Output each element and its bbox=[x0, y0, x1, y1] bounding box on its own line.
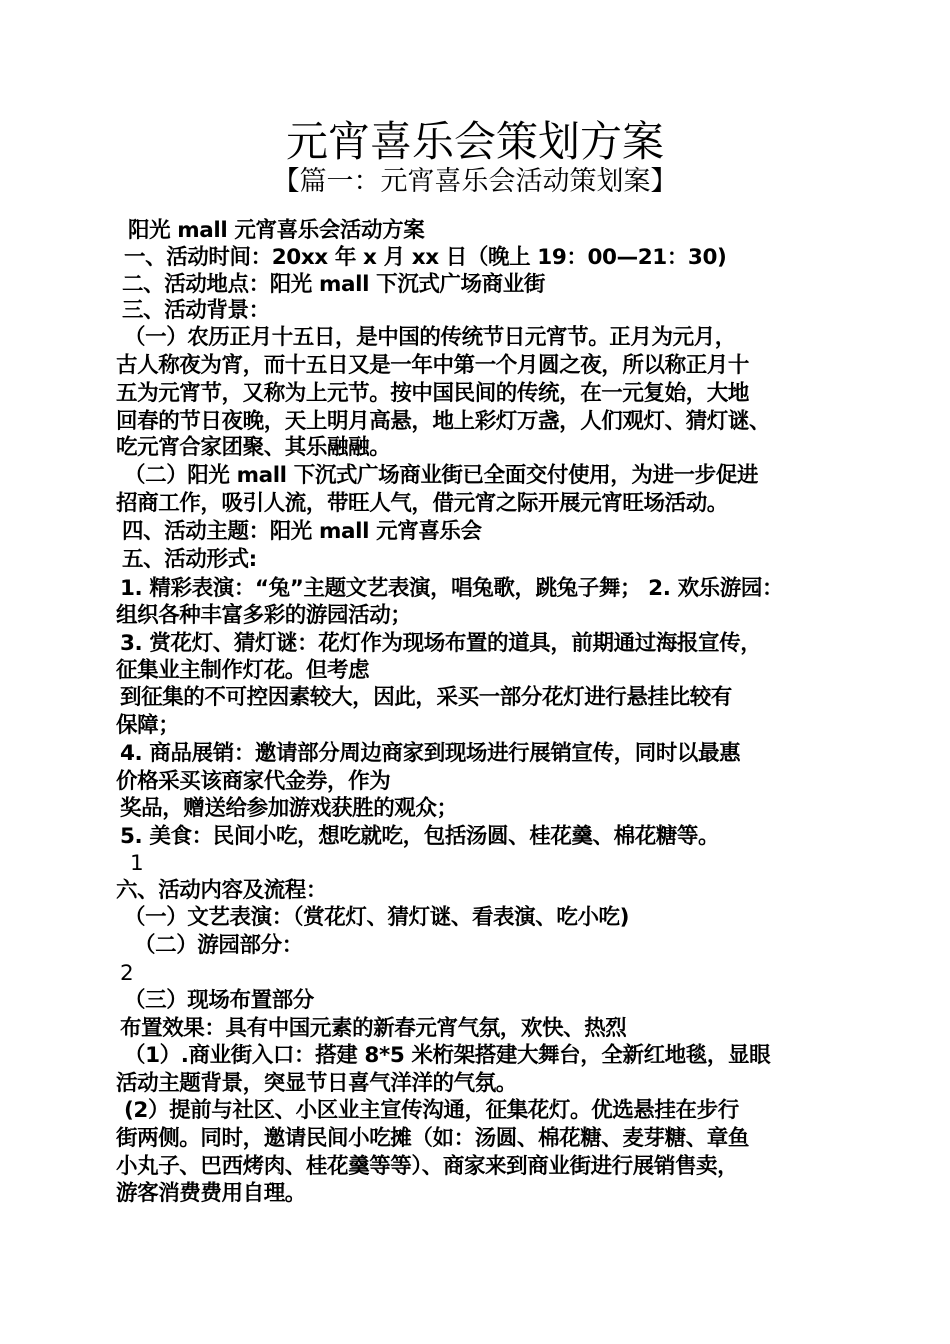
text-line: 街两侧。同时，邀请民间小吃摊（如：汤圆、棉花糖、麦芽糖、章鱼 bbox=[116, 1126, 750, 1151]
text-line: 二、活动地点：阳光 mall 下沉式广场商业街 bbox=[122, 272, 545, 297]
text-line: 奖品，赠送给参加游戏获胜的观众； bbox=[120, 796, 458, 821]
text-line: 组织各种丰富多彩的游园活动； bbox=[116, 603, 412, 628]
text-line: 征集业主制作灯花。但考虑 bbox=[116, 658, 370, 683]
document-subtitle: 【篇一：元宵喜乐会活动策划案】 bbox=[272, 166, 678, 197]
text-line: 到征集的不可控因素较大，因此，采买一部分花灯进行悬挂比较有 bbox=[120, 685, 732, 710]
text-line: （1）.商业街入口：搭建 8*5 米桁架搭建大舞台，全新红地毯，显眼 bbox=[124, 1043, 771, 1068]
text-line: 六、活动内容及流程： bbox=[116, 878, 328, 903]
text-line: 五、活动形式: bbox=[122, 547, 257, 572]
text-line: 三、活动背景： bbox=[122, 298, 270, 323]
text-line: 四、活动主题：阳光 mall 元宵喜乐会 bbox=[122, 519, 482, 544]
text-line: （三）现场布置部分 bbox=[124, 988, 314, 1013]
text-line: （二）阳光 mall 下沉式广场商业街已全面交付使用，为进一步促进 bbox=[124, 463, 758, 488]
text-line: 保障； bbox=[116, 713, 180, 738]
text-line: 1. 精彩表演：“兔”主题文艺表演，唱兔歌，跳兔子舞； 2. 欢乐游园： bbox=[120, 576, 784, 601]
text-line: （一）文艺表演：（赏花灯、猜灯谜、看表演、吃小吃) bbox=[124, 905, 630, 930]
text-line: 活动主题背景，突显节日喜气洋洋的气氛。 bbox=[116, 1071, 517, 1096]
document-title: 元宵喜乐会策划方案 bbox=[285, 117, 664, 166]
text-line: 吃元宵合家团聚、其乐融融。 bbox=[116, 435, 391, 460]
text-line: 招商工作，吸引人流，带旺人气，借元宵之际开展元宵旺场活动。 bbox=[116, 491, 728, 516]
section-heading: 阳光 mall 元宵喜乐会活动方案 bbox=[128, 218, 425, 243]
text-line: 五为元宵节，又称为上元节。按中国民间的传统，在一元复始，大地 bbox=[116, 381, 750, 406]
text-line: 回春的节日夜晚，天上明月高悬，地上彩灯万盏，人们观灯、猜灯谜、 bbox=[116, 409, 771, 434]
text-line: （一）农历正月十五日，是中国的传统节日元宵节。正月为元月， bbox=[124, 325, 736, 350]
text-line: 5. 美食：民间小吃，想吃就吃，包括汤圆、桂花羹、棉花糖等。 bbox=[120, 824, 720, 849]
page-number: 1 bbox=[130, 851, 144, 876]
text-line: (2）提前与社区、小区业主宣传沟通，征集花灯。优选悬挂在步行 bbox=[124, 1098, 739, 1123]
text-line: 古人称夜为宵，而十五日又是一年中第一个月圆之夜，所以称正月十 bbox=[116, 353, 750, 378]
text-line: 4. 商品展销：邀请部分周边商家到现场进行展销宣传，同时以最惠 bbox=[120, 741, 741, 766]
text-line: 3. 赏花灯、猜灯谜：花灯作为现场布置的道具，前期通过海报宣传， bbox=[120, 631, 762, 656]
text-line: 小丸子、巴西烤肉、桂花羹等等）、商家来到商业街进行展销售卖， bbox=[116, 1154, 739, 1179]
text-line: 价格采买该商家代金券，作为 bbox=[116, 769, 391, 794]
text-line: 布置效果：具有中国元素的新春元宵气氛，欢快、热烈 bbox=[120, 1016, 627, 1041]
page-number: 2 bbox=[120, 961, 134, 986]
text-line: 游客消费费用自理。 bbox=[116, 1181, 306, 1206]
text-line: 一、活动时间：20xx 年 x 月 xx 日（晚上 19：00—21：30) bbox=[124, 245, 727, 270]
text-line: （二）游园部分： bbox=[134, 933, 303, 958]
